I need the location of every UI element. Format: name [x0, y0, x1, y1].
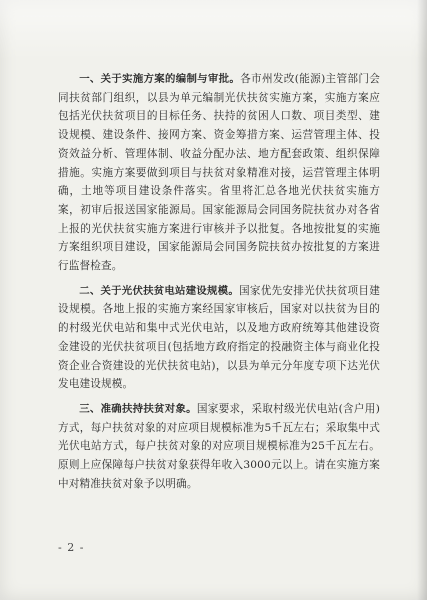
- paper-fold-highlight: [0, 0, 427, 60]
- section-2-text: 国家优先安排光伏扶贫项目建设规模。各地上报的实施方案经国家审核后，国家对以扶贫为目的的村级光伏电站和集中式光伏电站，以及地方政府统筹其他建设资金建设的光伏扶贫项目(包括地方政府指定的投融资主体与商业化投资企业合资建设的光伏扶贫电站)，以县为单元分年度专项下达光伏发电建设规模。: [58, 284, 380, 391]
- section-1-paragraph: [58, 70, 380, 276]
- section-1-text: 各市州发改(能源)主管部门会同扶贫部门组织，以县为单元编制光伏扶贫实施方案，实施方案应包括光伏扶贫项目的目标任务、扶持的贫困人口数、项目类型、建设规模、建设条件、接网方案、资金筹措方案、运营管理主体、投资效益分析、管理体制、收益分配办法、地方配套政策、组织保障措施。实施方案要做到项目与扶贫对象精准对接，运营管理主体明确，土地等项目建设条件落实。省里将汇总各地光伏扶贫实施方案，初审后报送国家能源局。国家能源局会同国务院扶贫办对各省上报的光伏扶贫实施方案进行审核并予以批复。各地按批复的实施方案组织项目建设，国家能源局会同国务院扶贫办按批复的方案进行监督检查。: [58, 73, 380, 273]
- section-2-heading: 二、关于光伏扶贫电站建设规模。: [79, 284, 239, 297]
- document-body: [58, 70, 380, 499]
- paper-edge-shadow: [417, 0, 427, 600]
- section-3-text: 国家要求，采取村级光伏电站(含户用)方式，每户扶贫对象的对应项目规模标准为5千瓦左右；采取集中式光伏电站方式，每户扶贫对象的对应项目规模标准为25千瓦左右。原则上应保障每户扶贫对象获得年收入3000元以上。请在实施方案中对精准扶贫对象予以明确。: [58, 402, 380, 490]
- page-number: - 2 -: [58, 541, 85, 554]
- section-3-paragraph: [58, 400, 380, 494]
- section-2-paragraph: [58, 282, 380, 394]
- section-1-heading: 一、关于实施方案的编制与审批。: [79, 73, 241, 85]
- section-3-heading: 三、准确扶持扶贫对象。: [79, 402, 197, 415]
